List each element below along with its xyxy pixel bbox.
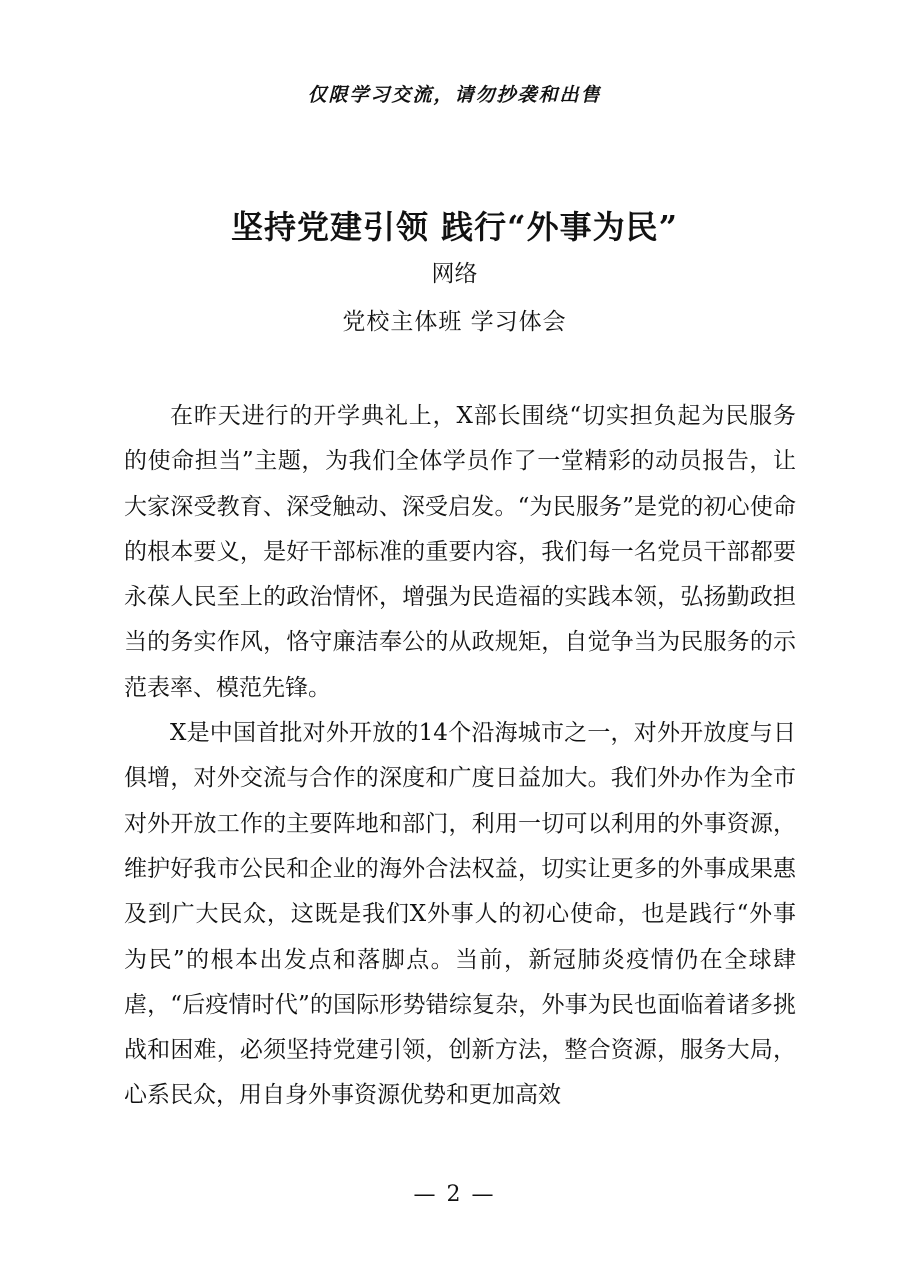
article-source: 网络 [431,261,478,287]
page-number: — 2 — [413,1182,496,1207]
body-paragraph-2: X是中国首批对外开放的14个沿海城市之一，对外开放度与日俱增，对外交流与合作的深度和广度日益加大。我们外办作为全市对外开放工作的主要阵地和部门，利用一切可以利用的外事资源，维护好我市公民和企业的海外合法权益，切实让更多的外事成果惠及到广大民众，这既是我们X外事人的初心使命，也是践行“外事为民”的根本出发点和落脚点。当前，新冠肺炎疫情仍在全球肆虐，“后疫情时代”的国际形势错综复杂，外事为民也面临着诸多挑战和困难，必须坚持党建引领，创新方法，整合资源，服务大局，心系民众，用自身外事资源优势和更加高效 [124,720,796,1109]
article-title: 坚持党建引领 践行“外事为民” [231,208,678,246]
article-subtitle: 党校主体班 学习体会 [342,309,567,335]
article-body [124,394,796,1119]
header-notice: 仅限学习交流，请勿抄袭和出售 [307,84,602,106]
body-paragraph-1: 在昨天进行的开学典礼上，X部长围绕“切实担负起为民服务的使命担当”主题，为我们全体学员作了一堂精彩的动员报告，让大家深受教育、深受触动、深受启发。“为民服务”是党的初心使命的根本要义，是好干部标准的重要内容，我们每一名党员干部都要永葆人民至上的政治情怀，增强为民造福的实践本领，弘扬勤政担当的务实作风，恪守廉洁奉公的从政规矩，自觉争当为民服务的示范表率、模范先锋。 [124,403,796,701]
